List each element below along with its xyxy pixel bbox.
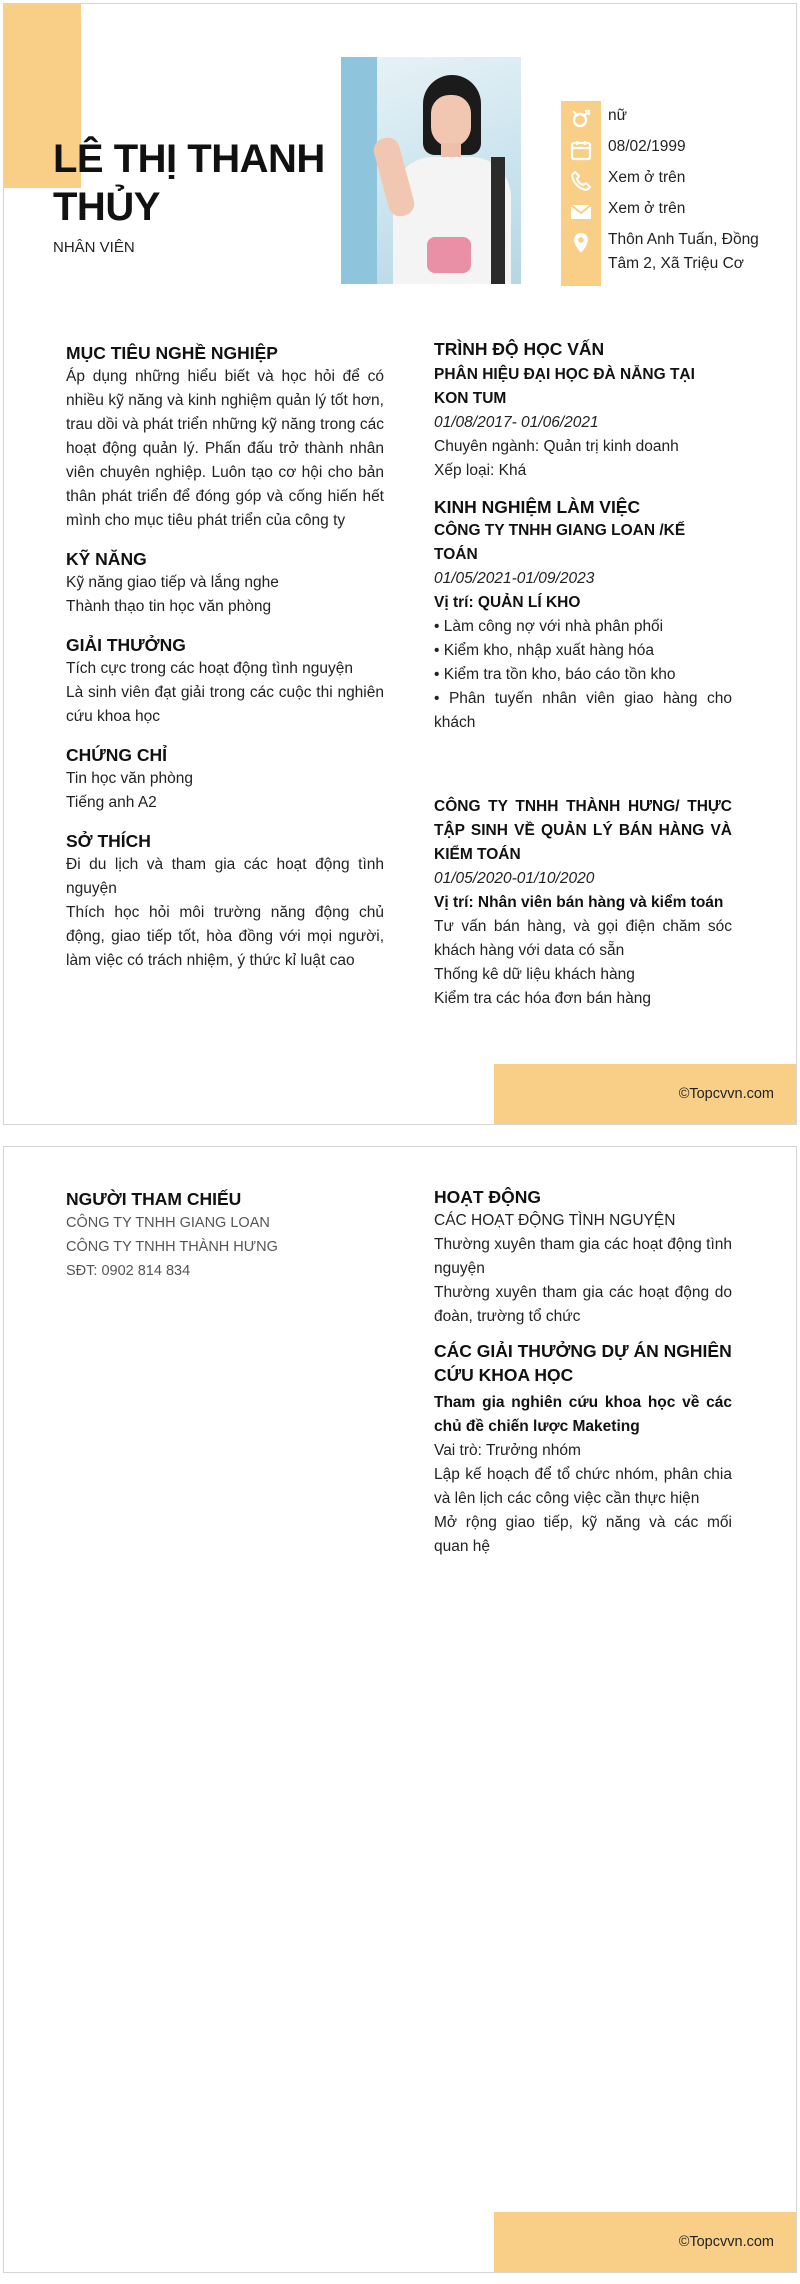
reference-item: CÔNG TY TNHH THÀNH HƯNG bbox=[66, 1239, 278, 1255]
activities-heading: HOẠT ĐỘNG bbox=[434, 1187, 541, 1207]
certificate-item: Tiếng anh A2 bbox=[66, 794, 157, 811]
hobby-item: Thích học hỏi môi trường năng động chủ động, giao tiếp tốt, hòa đồng với mọi người, làm việc có trách nhiệm, ý thức kỉ luật cao bbox=[66, 904, 384, 969]
skill-item: Thành thạo tin học văn phòng bbox=[66, 598, 272, 615]
contact-icon-bar bbox=[561, 101, 601, 286]
hobbies-heading: SỞ THÍCH bbox=[66, 831, 151, 851]
dob-value: 08/02/1999 bbox=[608, 138, 686, 155]
education-heading: TRÌNH ĐỘ HỌC VẤN bbox=[434, 339, 605, 359]
job-company: CÔNG TY TNHH GIANG LOAN /KẾ TOÁN bbox=[434, 522, 686, 563]
research-role: Vai trò: Trưởng nhóm bbox=[434, 1442, 581, 1459]
activity-item: Thường xuyên tham gia các hoạt động tình nguyện bbox=[434, 1236, 732, 1277]
job-duty: Thống kê dữ liệu khách hàng bbox=[434, 966, 635, 983]
left-column bbox=[66, 341, 384, 973]
research-item: Lập kế hoạch để tổ chức nhóm, phân chia và lên lịch các công việc cần thực hiện bbox=[434, 1466, 732, 1507]
job-duty: • Kiểm kho, nhập xuất hàng hóa bbox=[434, 642, 654, 659]
activities-column bbox=[434, 1185, 732, 1559]
job-title: NHÂN VIÊN bbox=[53, 239, 135, 256]
job-position: Vị trí: Nhân viên bán hàng và kiểm toán bbox=[434, 894, 724, 911]
activity-item: Thường xuyên tham gia các hoạt động do đoàn, trường tổ chức bbox=[434, 1284, 732, 1325]
award-item: Tích cực trong các hoạt động tình nguyện bbox=[66, 660, 353, 677]
education-grade: Xếp loại: Khá bbox=[434, 462, 527, 479]
calendar-icon bbox=[569, 138, 593, 162]
skill-item: Kỹ năng giao tiếp và lắng nghe bbox=[66, 574, 279, 591]
phone-value: Xem ở trên bbox=[608, 169, 686, 186]
skills-heading: KỸ NĂNG bbox=[66, 549, 147, 569]
job-position: Vị trí: QUẢN LÍ KHO bbox=[434, 594, 581, 611]
phone-icon bbox=[569, 169, 593, 193]
experience-heading: KINH NGHIỆM LÀM VIỆC bbox=[434, 497, 641, 517]
certificate-item: Tin học văn phòng bbox=[66, 770, 193, 787]
location-icon bbox=[569, 231, 593, 255]
award-item: Là sinh viên đạt giải trong các cuộc thi nghiên cứu khoa học bbox=[66, 684, 384, 725]
profile-photo bbox=[341, 57, 521, 284]
job-company: CÔNG TY TNHH THÀNH HƯNG/ THỰC TẬP SINH VỀ QUẢN LÝ BÁN HÀNG VÀ KIỂM TOÁN bbox=[434, 798, 732, 863]
awards-heading: GIẢI THƯỞNG bbox=[66, 635, 186, 655]
references-heading: NGƯỜI THAM CHIẾU bbox=[66, 1189, 242, 1209]
gender-icon bbox=[569, 107, 593, 131]
school-name: PHÂN HIỆU ĐẠI HỌC ĐÀ NẴNG TẠI KON TUM bbox=[434, 366, 695, 407]
footer-brand: ©Topcvvn.com bbox=[678, 2234, 774, 2250]
email-value: Xem ở trên bbox=[608, 200, 686, 217]
email-icon bbox=[569, 200, 593, 224]
hobby-item: Đi du lịch và tham gia các hoạt động tình nguyện bbox=[66, 856, 384, 897]
job-period: 01/05/2021-01/09/2023 bbox=[434, 570, 595, 587]
research-heading: CÁC GIẢI THƯỞNG DỰ ÁN NGHIÊN CỨU KHOA HỌC bbox=[434, 1341, 732, 1385]
objective-text: Áp dụng những hiểu biết và học hỏi để có nhiều kỹ năng và kinh nghiệm quản lý tốt hơn, trau dồi và phát triển những kỹ năng trong các hoạt động quản lý. Phấn đấu trở thành nhân viên chuyên nghiệp. Luôn tạo cơ hội cho bản thân phát triển để đóng góp và cống hiến hết mình cho mục tiêu phát triển của công ty bbox=[66, 368, 384, 529]
research-title: Tham gia nghiên cứu khoa học về các chủ đề chiến lược Maketing bbox=[434, 1394, 732, 1435]
certificates-heading: CHỨNG CHỈ bbox=[66, 745, 168, 765]
page-footer bbox=[494, 1064, 796, 1125]
job-duty: Tư vấn bán hàng, và gọi điện chăm sóc khách hàng với data có sẵn bbox=[434, 918, 732, 959]
cv-page-1 bbox=[3, 3, 797, 1125]
activities-subheading: CÁC HOẠT ĐỘNG TÌNH NGUYỆN bbox=[434, 1212, 676, 1229]
job-duty: Kiểm tra các hóa đơn bán hàng bbox=[434, 990, 651, 1007]
candidate-name: LÊ THỊ THANH THỦY bbox=[53, 137, 325, 229]
job-period: 01/05/2020-01/10/2020 bbox=[434, 870, 595, 887]
job-duty: • Kiểm tra tồn kho, báo cáo tồn kho bbox=[434, 666, 676, 683]
job-duty: • Làm công nợ với nhà phân phối bbox=[434, 618, 664, 635]
objective-heading: MỤC TIÊU NGHỀ NGHIỆP bbox=[66, 343, 278, 363]
research-item: Mở rộng giao tiếp, kỹ năng và các mối quan hệ bbox=[434, 1514, 732, 1555]
gender-value: nữ bbox=[608, 107, 627, 124]
cv-page-2 bbox=[3, 1146, 797, 2273]
footer-brand: ©Topcvvn.com bbox=[678, 1086, 774, 1102]
references-column bbox=[66, 1187, 384, 1283]
page-footer bbox=[494, 2212, 796, 2273]
education-major: Chuyên ngành: Quản trị kinh doanh bbox=[434, 438, 679, 455]
reference-item: SĐT: 0902 814 834 bbox=[66, 1263, 191, 1279]
job-duty: • Phân tuyến nhân viên giao hàng cho khách bbox=[434, 690, 732, 731]
address-value: Thôn Anh Tuấn, Đồng Tâm 2, Xã Triệu Cơ bbox=[608, 231, 759, 272]
education-period: 01/08/2017- 01/06/2021 bbox=[434, 414, 599, 431]
reference-item: CÔNG TY TNHH GIANG LOAN bbox=[66, 1215, 270, 1231]
right-column bbox=[434, 337, 732, 1011]
